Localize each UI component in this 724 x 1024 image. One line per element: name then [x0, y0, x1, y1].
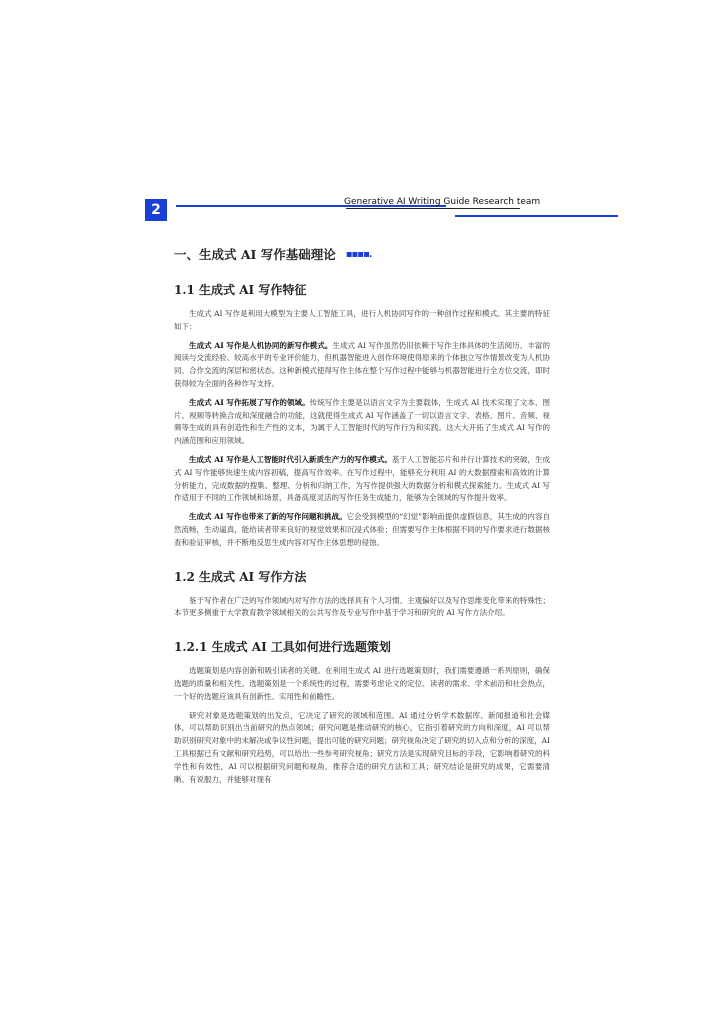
point-text: 它会受到模型的“幻觉”影响而提供虚假信息，其生成的内容自然流畅，生动逼真，能给读者带来良好的视觉效果和沉浸式体验；但需要写作主体根据不同的写作要求进行数据核查和验证审核，并不断地反思生成内容对写作主体思想的侵蚀。: [174, 512, 550, 547]
point-text: 生成式 AI 写作虽然仍旧依赖于写作主体具体的生活阅历、丰富的阅读与交流经验、较高水平的专业评价能力，但机器智能进入创作环境使得原来的个体独立写作情景改变为人机协同、合作交流的深层和密状态。这种新模式使得写作主体在整个写作过程中能够与机器智能进行全方位交流，即时获得较为全面的各种作写支持。: [174, 340, 550, 388]
paragraph-intro: 生成式 AI 写作是利用大模型为主要人工智能工具，进行人机协同写作的一种创作过程和模式。其主要的特征如下：: [174, 309, 550, 331]
paragraph-point-1: [174, 340, 550, 391]
point-lead: 生成式 AI 写作是人机协同的新写作模式。: [189, 340, 333, 350]
heading-1-1: 1.1 生成式 AI 写作特征: [174, 283, 307, 297]
paragraph-method: 鉴于写作者在广泛的写作领域内对写作方法的选择具有个人习惯、主观偏好以及写作思维变化带来的特殊性；本节更多侧重于大学教育教学领域相关的公共写作及专业写作中基于学习和研究的 AI 写作方法介绍。: [174, 595, 550, 618]
page-number: 2: [145, 199, 167, 221]
section-title: [174, 245, 550, 263]
point-lead: 生成式 AI 写作也带来了新的写作问题和挑战。: [189, 512, 347, 522]
heading-1-2-1: 1.2.1 生成式 AI 工具如何进行选题策划: [174, 640, 391, 655]
paragraph-topic-1: 选题策划是内容创新和吸引读者的关键。在利用生成式 AI 进行选题策划时，我们需要遵循一系列原则，确保选题的质量和相关性。选题策划是一个系统性的过程，需要考虑论文的定位、读者的需求、学术前沿和社会热点，一个好的选题应该具有创新性、实用性和前瞻性。: [174, 666, 550, 701]
point-text: 基于人工智能芯片和并行计算技术的突破，生成式 AI 写作能够快速生成内容初稿，提高写作效率。在写作过程中，能够充分利用 AI 的大数据搜索和高效的计算分析能力，完成数据的搜集、整理、分析和归纳工作，为写作提供强大的数据分析和模式探索能力。生成式 AI 写作适用于不同的工作领域和场景，具备高度灵活的写作任务生成能力，能够为全领域的写作提升效率。: [174, 454, 550, 503]
heading-1-2: 1.2 生成式 AI 写作方法: [174, 569, 307, 584]
paragraph-point-3: [174, 454, 550, 505]
header-rule-right: [455, 215, 618, 217]
point-lead: 生成式 AI 写作拓展了写作的领域。: [189, 397, 310, 407]
point-text: 传统写作主要是以语言文字为主要载体，生成式 AI 技术实现了文本、图片、视频等转换合成和深度融合的功能，这就使得生成式 AI 写作涵盖了一切以语言文字、表格、图片、音频、视频等生成的具有创造性和生产性的文本，为属于人工智能时代的写作行为和实践。这大大开拓了生成式 AI 写作的内涵范围和应用领域。: [174, 397, 550, 446]
section-ornament: ▪▪▪▪.: [345, 248, 372, 260]
running-title: Generative AI Writing Guide Research team: [344, 197, 541, 207]
paragraph-point-2: [174, 397, 550, 448]
section-title-text: 一、生成式 AI 写作基础理论: [174, 247, 336, 262]
paragraph-topic-2: 研究对象是选题策划的出发点，它决定了研究的领域和范围。AI 通过分析学术数据库、新闻报道和社会媒体，可以帮助识别出当前研究的热点领域；研究问题是推动研究的核心，它指引着研究的方向和深度，AI 可以帮助识别研究对象中的未解决或争议性问题，提出可能的研究问题；研究视角决定了研究的切入点和分析的深度，AI 工具根据已有文献和研究趋势，可以给出一些参考研究视角；研究方法是实现研究目标的手段，它影响着研究的科学性和有效性，AI 可以根据研究问题和视角，推荐合适的研究方法和工具；研究结论是研究的成果，它需要清晰、有说服力，并能够对现有: [174, 710, 550, 784]
header-rule-black: [346, 208, 520, 209]
point-lead: 生成式 AI 写作是人工智能时代引入新质生产力的写作模式。: [189, 454, 392, 464]
page-body: [174, 245, 550, 792]
paragraph-point-4: [174, 511, 550, 549]
